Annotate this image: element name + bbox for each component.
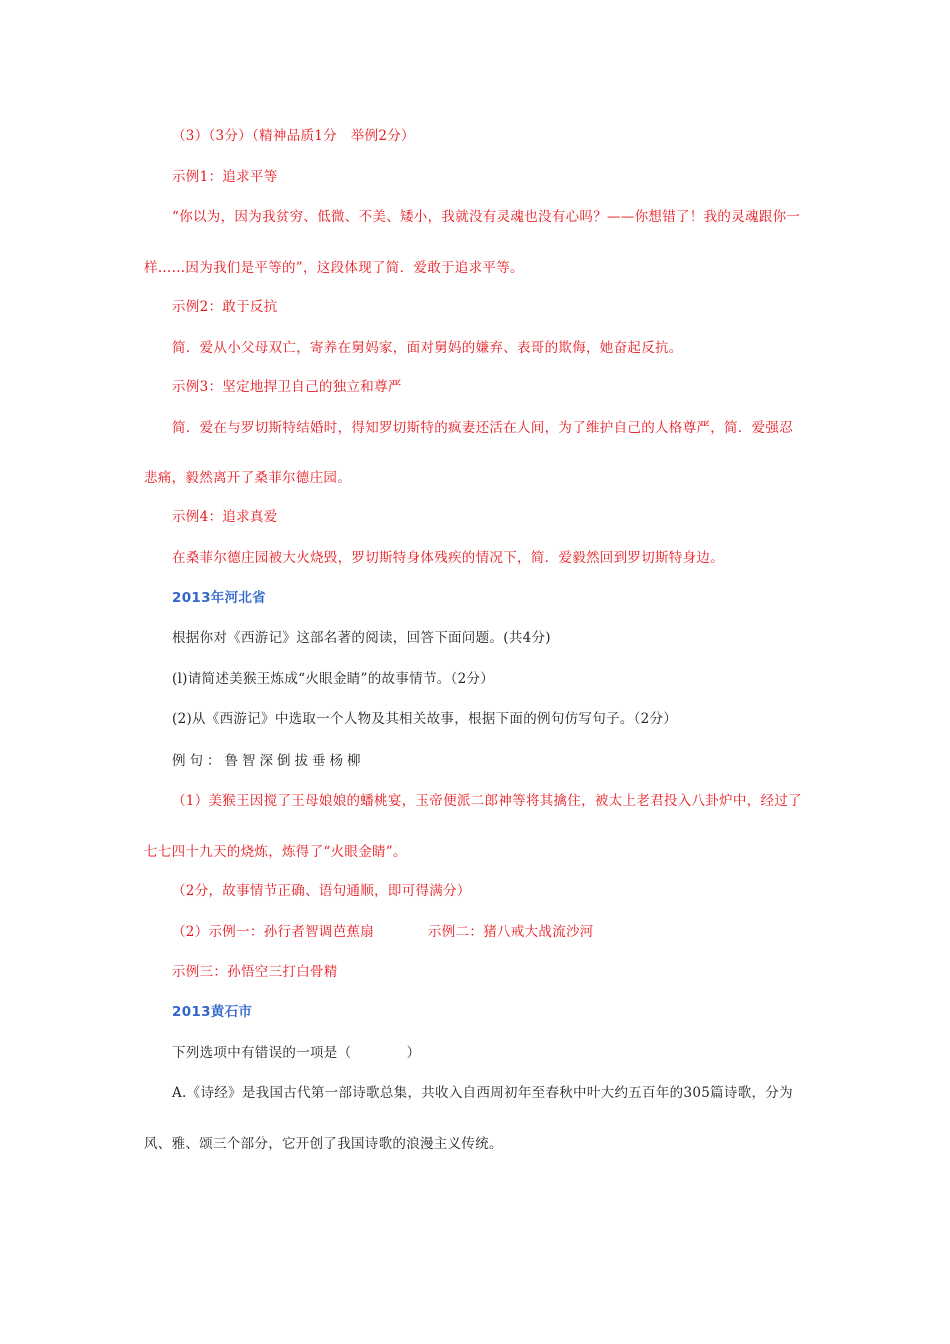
example-2-text: 简．爱从小父母双亡，寄养在舅妈家，面对舅妈的嫌弃、表哥的欺侮，她奋起反抗。 — [172, 340, 683, 356]
example-1-title: 示例1：追求平等 — [172, 169, 278, 185]
example-4-text: 在桑菲尔德庄园被大火烧毁，罗切斯特身体残疾的情况下，简．爱毅然回到罗切斯特身边。 — [172, 550, 724, 566]
example-1-quote-line-1: “你以为，因为我贫穷、低微、不美、矮小，我就没有灵魂也没有心吗？——你想错了！我的灵魂跟你一 — [172, 209, 801, 225]
example-3-text-line-1: 简．爱在与罗切斯特结婚时，得知罗切斯特的疯妻还活在人间，为了维护自己的人格尊严，简．爱强忍 — [172, 420, 793, 436]
option-a-line-2: 风、雅、颂三个部分，它开创了我国诗歌的浪漫主义传统。 — [144, 1136, 503, 1152]
answer-2-example-2: 示例二：猪八戒大战流沙河 — [428, 924, 594, 940]
answer-1-line-2: 七七四十九天的烧炼，炼得了“火眼金睛”。 — [144, 844, 407, 860]
example-2-title: 示例2：敢于反抗 — [172, 299, 278, 315]
option-a-line-1: A.《诗经》是我国古代第一部诗歌总集，共收入自西周初年至春秋中叶大约五百年的305篇诗歌，分为 — [172, 1085, 793, 1101]
answer-1-line-1: （1）美猴王因搅了王母娘娘的蟠桃宴，玉帝便派二郎神等将其擒住，被太上老君投入八卦炉中，经过了 — [172, 793, 802, 809]
section-heading-huangshi: 2013黄石市 — [172, 1004, 253, 1020]
example-sentence: 例句：鲁智深倒拔垂杨柳 — [172, 753, 365, 769]
example-3-text-line-2: 悲痛，毅然离开了桑菲尔德庄园。 — [144, 470, 351, 486]
question-1: (l)请简述美猴王炼成“火眼金睛”的故事情节。（2分） — [172, 671, 495, 687]
example-1-quote-line-2: 样……因为我们是平等的”，这段体现了简．爱敢于追求平等。 — [144, 260, 524, 276]
example-3-title: 示例3：坚定地捍卫自己的独立和尊严 — [172, 379, 402, 395]
question-intro: 根据你对《西游记》这部名著的阅读，回答下面问题。(共4分) — [172, 630, 551, 646]
answer-1-scoring-note: （2分，故事情节正确、语句通顺，即可得满分） — [172, 883, 471, 899]
answer-2-example-1: （2）示例一：孙行者智调芭蕉扇 — [172, 924, 375, 940]
answer-3-heading: （3）（3分）（精神品质1分 举例2分） — [172, 128, 415, 144]
example-4-title: 示例4：追求真爱 — [172, 509, 278, 525]
section-heading-hebei: 2013年河北省 — [172, 590, 266, 606]
answer-2-example-3: 示例三：孙悟空三打白骨精 — [172, 964, 338, 980]
question-stem: 下列选项中有错误的一项是（ ） — [172, 1045, 421, 1061]
question-2: (2)从《西游记》中选取一个人物及其相关故事，根据下面的例句仿写句子。（2分） — [172, 711, 678, 727]
